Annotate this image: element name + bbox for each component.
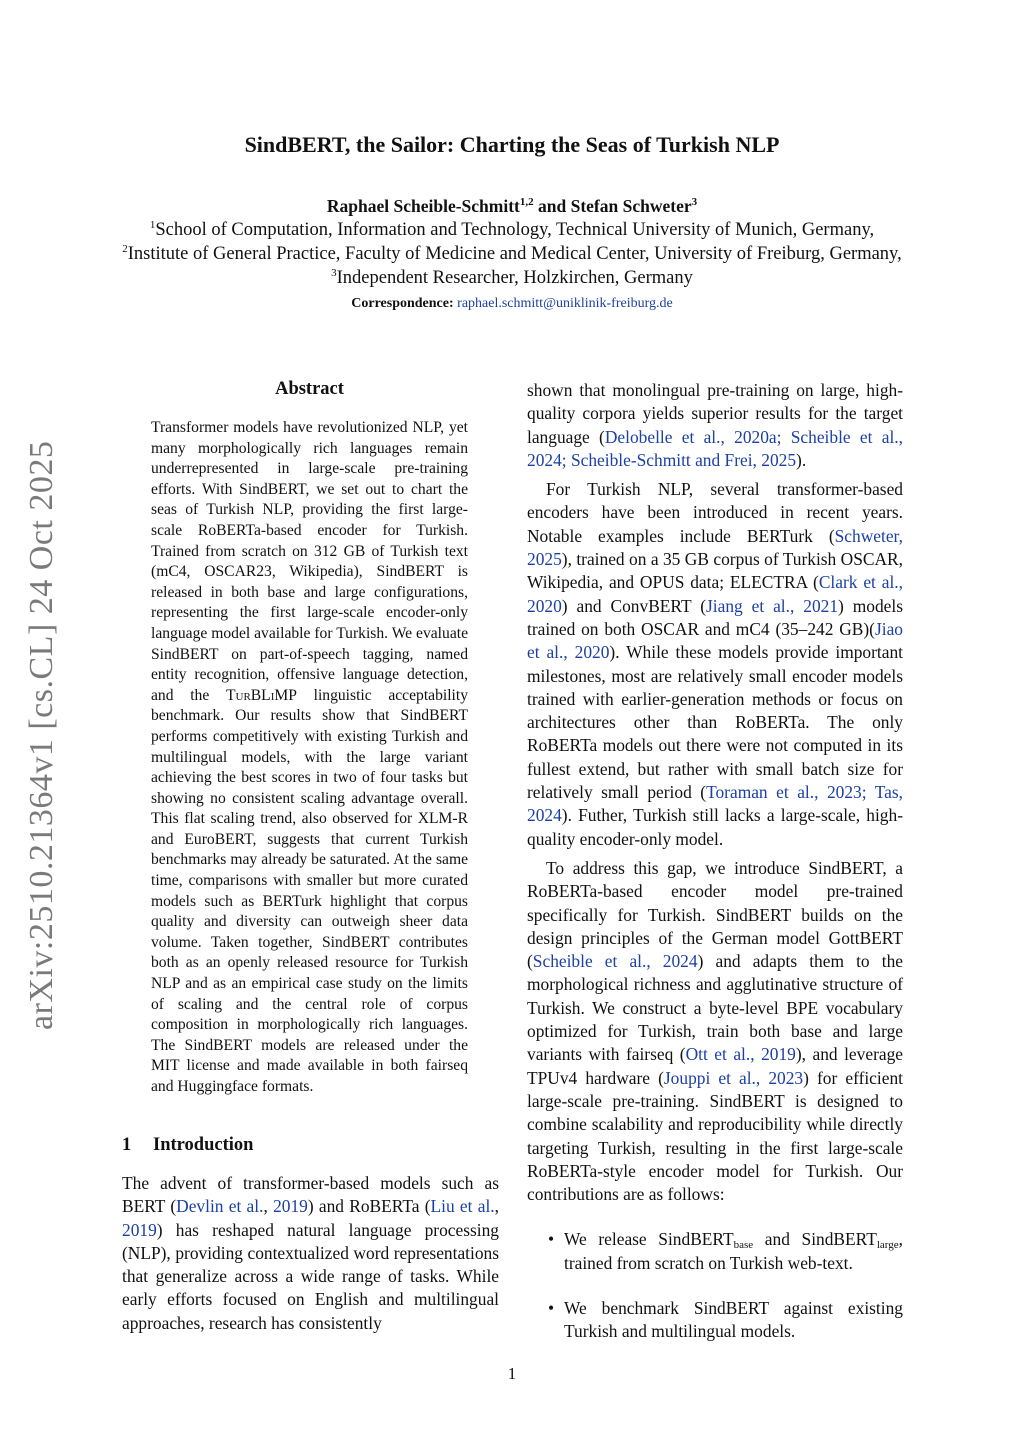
- citation-link[interactable]: Devlin et al.: [176, 1196, 264, 1217]
- text-run: ) for efficient large-scale pre-training. SindBERT is designed to combine scalability and reproducibility while directly targeting Turkish, resulting in the first large-scale RoBERTa-style encoder model for Turkish. Our contributions are as follows:: [527, 1067, 903, 1205]
- text-run: For Turkish NLP, several transformer-based encoders have been introduced in recent years. Notable examples include BERTurk (: [527, 479, 903, 546]
- intro-paragraph: [527, 857, 903, 1206]
- arxiv-identifier-stamp: arXiv:2510.21364v1 [cs.CL] 24 Oct 2025: [23, 440, 60, 1030]
- bullet-icon: •: [548, 1229, 555, 1250]
- correspondence-label: Correspondence:: [351, 296, 454, 311]
- abstract-text: [151, 418, 468, 1098]
- section-title: Introduction: [153, 1135, 254, 1155]
- author-affiliation-marker: 3: [691, 196, 698, 208]
- right-column: [527, 379, 903, 1366]
- abstract-text-part: Transformer models have revolutionized NLP, yet many morphologically rich languages remain underrepresented in large-scale pre-training efforts. With SindBERT, we set out to chart the seas of Turkish NLP, providing the first large-scale RoBERTa-based encoder for Turkish. Trained from scratch on 312 GB of Turkish text (mC4, OSCAR23, Wikipedia), SindBERT is released in both base and large configurations, representing the first large-scale encoder-only language model available for Turkish. We evaluate SindBERT on part-of-speech tagging, named entity recognition, offensive language detection, and the: [151, 419, 468, 704]
- author-line: [0, 196, 1024, 217]
- citation-link[interactable]: Schweter, 2025: [527, 525, 903, 570]
- model-variant-subscript: large: [876, 1239, 899, 1252]
- text-run: ).: [796, 449, 807, 470]
- text-run: ) and RoBERTa (: [307, 1196, 431, 1217]
- affiliation-line: [0, 220, 1024, 241]
- affiliation-marker: 3: [331, 267, 337, 279]
- citation-link[interactable]: Jiao et al., 2020: [527, 618, 903, 663]
- affiliation-line: [0, 244, 1024, 265]
- text-run: ) and ConvBERT (: [561, 595, 706, 616]
- page-number: 1: [507, 1364, 517, 1383]
- text-run: , trained from scratch on Turkish web-text.: [564, 1229, 903, 1273]
- correspondence-email-link[interactable]: raphael.schmitt@uniklinik-freiburg.de: [457, 296, 673, 311]
- benchmark-name: TurBLiMP: [225, 686, 297, 704]
- citation-link[interactable]: Jiang et al., 2021: [706, 595, 839, 616]
- text-run: The advent of transformer-based models such as BERT (: [122, 1173, 499, 1217]
- text-run: ,: [263, 1196, 274, 1217]
- text-run: We release SindBERT: [564, 1229, 734, 1250]
- text-run: To address this gap, we introduce SindBERT, a RoBERTa-based encoder model pre-trained specifically for Turkish. SindBERT builds on the design principles of the German model GottBERT (: [527, 857, 903, 972]
- text-run: ) has reshaped natural language processing (NLP), providing contextualized word representations that generalize across a wide range of tasks. While early efforts focused on English and multilingual approaches, research has consistently: [122, 1219, 499, 1333]
- text-run: We benchmark SindBERT against existing Turkish and multilingual models.: [564, 1297, 903, 1342]
- author-name: Raphael Scheible-Schmitt: [326, 196, 520, 216]
- citation-link[interactable]: Scheible et al., 2024: [532, 951, 698, 972]
- text-run: ). While these models provide important milestones, most are relatively small encoder models trained with earlier-generation methods or focus on architectures other than RoBERTa. The only RoBERTa models out there were not computed in its fullest extend, but rather with small batch size for relatively small period (: [527, 642, 903, 803]
- author-conjunction: and: [538, 196, 567, 216]
- bullet-icon: •: [548, 1297, 555, 1318]
- section-number: 1: [122, 1135, 132, 1155]
- abstract-text-part: linguistic acceptability benchmark. Our results show that SindBERT performs competitively with existing Turkish and multilingual models, with the large variant achieving the best scores in two of four tasks but showing no consistent scaling advantage overall. This flat scaling trend, also observed for XLM-R and EuroBERT, suggests that current Turkish benchmarks may already be saturated. At the same time, comparisons with smaller but more curated models such as BERTurk highlight that corpus quality and diversity can outweigh sheer data volume. Taken together, SindBERT contributes both as an openly released resource for Turkish NLP and as an empirical case study on the limits of scaling and the central role of corpus composition in morphologically rich languages. The SindBERT models are released under the MIT license and made available in both fairseq and Huggingface formats.: [151, 686, 469, 1095]
- citation-link[interactable]: Jouppi et al., 2023: [663, 1067, 804, 1088]
- author-name: Stefan Schweter: [570, 196, 692, 216]
- paper-title: SindBERT, the Sailor: Charting the Seas of Turkish NLP: [244, 132, 780, 157]
- citation-link[interactable]: Liu et al.: [430, 1196, 495, 1217]
- author-affiliation-marker: 1,2: [519, 196, 534, 208]
- text-run: ), and leverage TPUv4 hardware (: [527, 1044, 903, 1088]
- citation-link[interactable]: 2019: [273, 1196, 308, 1217]
- text-run: ), trained on a 35 GB corpus of Turkish OSCAR, Wikipedia, and OPUS data; ELECTRA (: [527, 549, 903, 593]
- citation-link[interactable]: Clark et al., 2020: [527, 572, 903, 616]
- affiliation-marker: 1: [149, 219, 156, 231]
- contributions-list: [527, 1228, 903, 1343]
- text-run: and SindBERT: [753, 1229, 877, 1250]
- text-run: ) models trained on both OSCAR and mC4 (35–242 GB)(: [527, 595, 903, 639]
- affiliation-line: [0, 268, 1024, 289]
- text-run: ) and adapts them to the morphological richness and agglutinative structure of Turkish. We construct a byte-level BPE vocabulary optimized for Turkish, train both base and large variants with fairseq (: [527, 951, 903, 1065]
- text-run: ). Futher, Turkish still lacks a large-scale, high-quality encoder-only model.: [527, 805, 903, 849]
- text-run: ,: [494, 1196, 499, 1217]
- intro-paragraph: [527, 478, 903, 851]
- intro-paragraph: [122, 1172, 499, 1335]
- citation-link[interactable]: Ott et al., 2019: [685, 1044, 796, 1065]
- model-variant-subscript: base: [733, 1239, 754, 1252]
- correspondence-line: [0, 296, 1024, 312]
- section-heading-introduction: [122, 1135, 253, 1156]
- abstract-heading: Abstract: [275, 379, 344, 399]
- affiliation-text: School of Computation, Information and Technology, Technical University of Munich, Germany,: [155, 220, 875, 240]
- text-run: shown that monolingual pre-training on large, high-quality corpora yields superior results for the target language (: [527, 380, 903, 447]
- affiliation-text: Independent Researcher, Holzkirchen, Germany: [336, 268, 693, 288]
- affiliation-marker: 2: [122, 243, 128, 255]
- intro-paragraph: [527, 379, 903, 472]
- list-item: [527, 1297, 903, 1344]
- citation-link[interactable]: Toraman et al., 2023; Tas, 2024: [527, 782, 903, 826]
- citation-link[interactable]: Delobelle et al., 2020a; Scheible et al., 2024; Scheible-Schmitt and Frei, 2025: [527, 426, 903, 470]
- citation-link[interactable]: 2019: [122, 1219, 157, 1240]
- affiliation-text: Institute of General Practice, Faculty of Medicine and Medical Center, University of Freiburg, Germany,: [127, 244, 902, 264]
- list-item: [527, 1228, 903, 1275]
